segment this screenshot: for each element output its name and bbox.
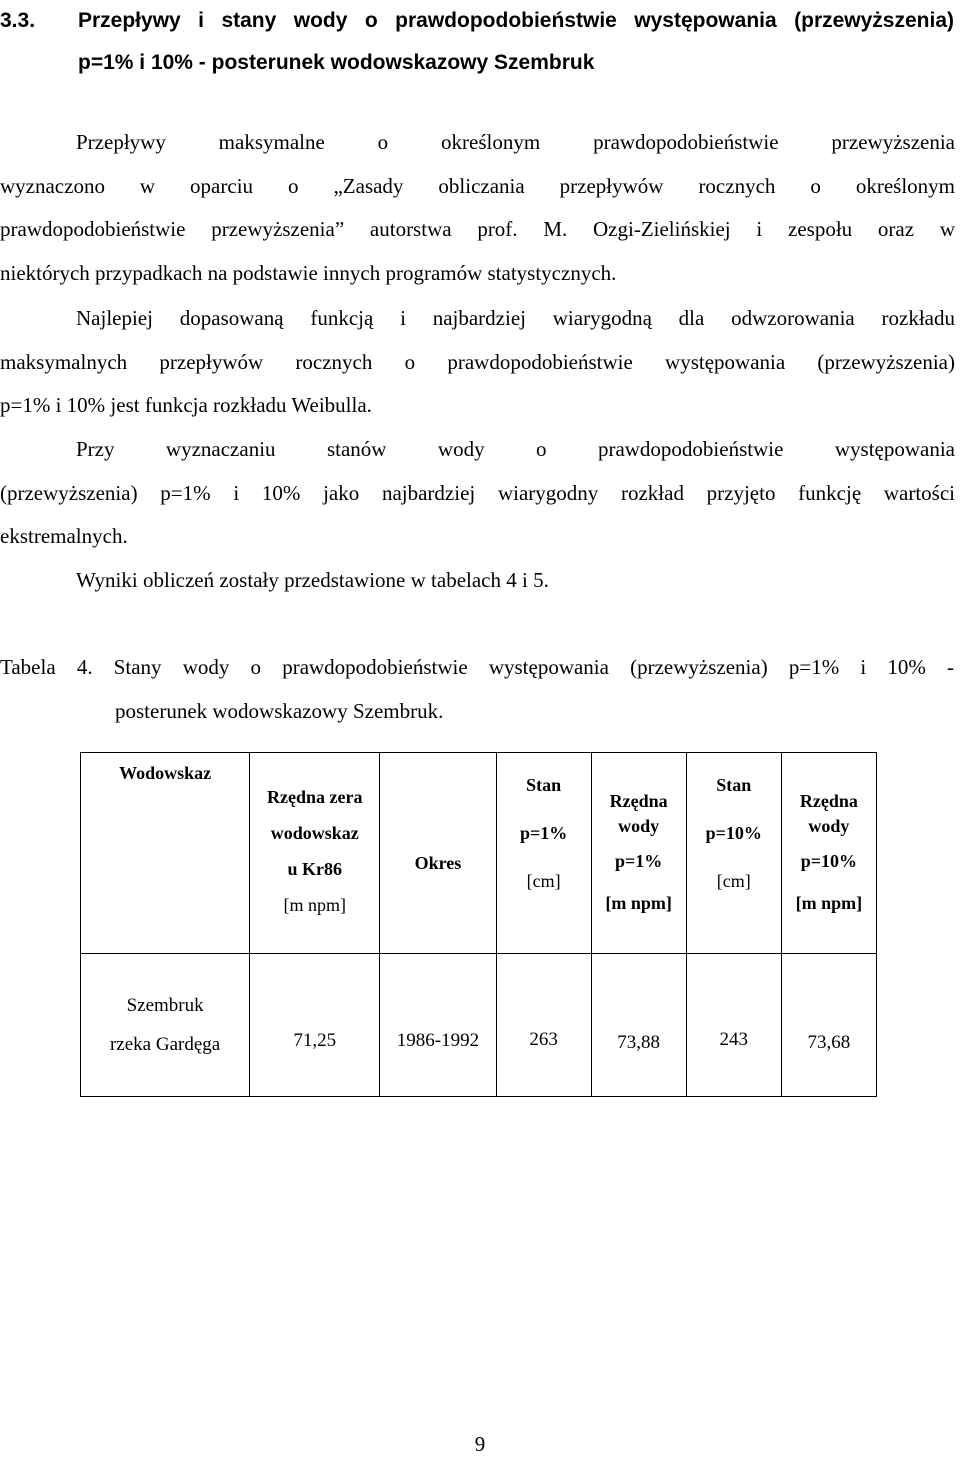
- table-caption-line2: posterunek wodowskazowy Szembruk.: [115, 698, 444, 723]
- cell-stage-p1: 263: [496, 954, 591, 1097]
- header-elevation-p10: Rzędna wody p=10% [m npm]: [781, 753, 876, 954]
- cell-zero-elevation: 71,25: [250, 954, 380, 1097]
- paragraph-3: [0, 428, 955, 559]
- section-title-line1: Przepływy i stany wody o prawdopodobieństwie występowania (przewyższenia): [78, 9, 954, 32]
- cell-elevation-p10: 73,68: [781, 954, 876, 1097]
- table-caption: [0, 646, 960, 733]
- paragraph-line: maksymalnych przepływów rocznych o prawdopodobieństwie występowania (przewyższenia): [0, 349, 955, 374]
- paragraph-line: Przy wyznaczaniu stanów wody o prawdopodobieństwie występowania: [76, 437, 955, 461]
- header-period: Okres: [380, 753, 496, 954]
- header-zero-elevation: Rzędna zera wodowskaz u Kr86 [m npm]: [250, 753, 380, 954]
- paragraph-line: ekstremalnych.: [0, 524, 128, 548]
- water-stage-table: [80, 752, 877, 1097]
- paragraph-2: [0, 297, 955, 428]
- paragraph-line: p=1% i 10% jest funkcja rozkładu Weibulla.: [0, 393, 372, 417]
- paragraph-4: [0, 559, 955, 603]
- cell-elevation-p1: 73,88: [591, 954, 686, 1097]
- section-number: 3.3.: [0, 9, 36, 32]
- page-number: 9: [474, 1432, 486, 1456]
- header-elevation-p1: Rzędna wody p=1% [m npm]: [591, 753, 686, 954]
- paragraph-line: niektórych przypadkach na podstawie innych programów statystycznych.: [0, 260, 617, 285]
- table-row: [81, 954, 877, 1097]
- paragraph-line: Najlepiej dopasowaną funkcją i najbardziej wiarygodną dla odwzorowania rozkładu: [76, 306, 955, 330]
- header-wodowskaz: Wodowskaz: [81, 753, 250, 954]
- paragraph-line: Wyniki obliczeń zostały przedstawione w tabelach 4 i 5.: [76, 568, 549, 592]
- table-caption-line1: Tabela 4. Stany wody o prawdopodobieństwie występowania (przewyższenia) p=1% i 10% -: [0, 655, 954, 679]
- paragraph-1: [0, 121, 955, 295]
- table-header-row: [81, 753, 877, 954]
- paragraph-line: wyznaczono w oparciu o „Zasady obliczania przepływów rocznych o określonym: [0, 173, 955, 198]
- paragraph-line: Przepływy maksymalne o określonym prawdopodobieństwie przewyższenia: [76, 130, 955, 154]
- header-stage-p1: Stan p=1% [cm]: [496, 753, 591, 954]
- paragraph-line: prawdopodobieństwie przewyższenia” autorstwa prof. M. Ozgi-Zielińskiej i zespołu oraz w: [0, 217, 955, 241]
- cell-period: 1986-1992: [380, 954, 496, 1097]
- paragraph-line: (przewyższenia) p=1% i 10% jako najbardziej wiarygodny rozkład przyjęto funkcję wartości: [0, 480, 955, 505]
- header-stage-p10: Stan p=10% [cm]: [686, 753, 781, 954]
- section-title-line2: p=1% i 10% - posterunek wodowskazowy Szembruk: [78, 51, 595, 74]
- cell-station: Szembruk rzeka Gardęga: [81, 954, 250, 1097]
- cell-stage-p10: 243: [686, 954, 781, 1097]
